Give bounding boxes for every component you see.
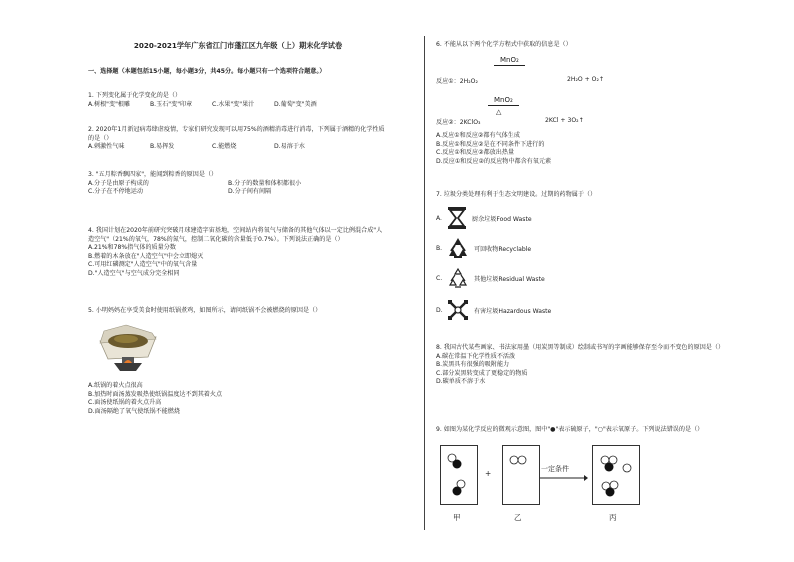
options (88, 143, 388, 152)
option-a[interactable]: A.21%和78%指气体的质量分数 (88, 244, 176, 252)
box-yi (502, 445, 540, 505)
option-c[interactable] (436, 266, 545, 290)
option-d[interactable]: D.分子间有间隔 (228, 188, 272, 196)
option-b[interactable]: B.玉石"变"印章 (150, 100, 193, 108)
option-label: 厨余垃圾Food Waste (472, 215, 532, 223)
option-letter: B. (436, 244, 443, 252)
question-7 (436, 191, 766, 200)
option-c[interactable]: C.反应①和反应②都放出热量 (436, 149, 515, 157)
reaction-condition: 一定条件 (541, 465, 569, 473)
molecule-diagram-bing (593, 446, 639, 504)
option-a[interactable]: A.纸锅的着火点很高 (88, 382, 143, 389)
reactant: 反应②：2KClO₃ (436, 119, 481, 126)
option-d[interactable]: D."人造空气"与空气成分完全相同 (88, 269, 180, 277)
molecule-diagram-jia (441, 446, 477, 504)
label-bing: 丙 (609, 513, 617, 522)
arrow-icon (540, 474, 588, 482)
option-d[interactable]: D.反应①和反应②的反应物中都含有氧元素 (436, 157, 552, 165)
question-5 (88, 307, 388, 316)
option-letter: D. (436, 306, 443, 314)
box-jia (440, 445, 478, 505)
option-c[interactable]: C.水果"变"果汁 (212, 100, 255, 108)
paper-pot-image (96, 323, 160, 373)
option-letter: C. (436, 274, 443, 282)
reaction-2 (436, 117, 480, 126)
column-divider (424, 36, 425, 530)
question-stem: 3. "五月粽香飘四家"，能闻到粽香的原因是（） (88, 171, 218, 178)
label-yi: 乙 (514, 513, 522, 522)
option-d[interactable]: D.葡萄"变"美酒 (274, 100, 317, 108)
options (88, 244, 388, 278)
reactant: 反应①：2H₂O₂ (436, 78, 478, 85)
question-6 (436, 41, 766, 50)
option-label: 有害垃圾Hazardous Waste (474, 307, 552, 315)
box-bing (592, 445, 640, 505)
molecule-diagram-yi (503, 446, 539, 504)
question-stem: 8. 我国古代某些画家、书法家用墨（用炭黑等制成）绘制或书写的字画能够保存至今而不变色的原因是（） (436, 344, 725, 351)
option-a[interactable]: A.刺激性气味 (88, 143, 125, 151)
option-label: 其他垃圾Residual Waste (474, 275, 545, 283)
question-9 (436, 426, 766, 435)
reaction-1-products: 2H₂O + O₂↑ (567, 76, 605, 83)
catalyst-label-1: MnO₂ (494, 56, 525, 66)
option-b[interactable]: B.易挥发 (150, 143, 175, 151)
question-8 (436, 344, 766, 387)
option-b[interactable]: B.燃着的木条放在"人造空气"中会立即熄灭 (88, 252, 204, 260)
question-5-options (88, 382, 388, 416)
option-b[interactable]: B.加热时面汤蒸发吸热使纸锅温度达不到其着火点 (88, 390, 223, 398)
question-stem: 5. 小明妈妈在享受美食时使用纸锅煮鸡，如图所示，请问纸锅不会被燃烧的原因是（） (88, 307, 322, 314)
options (88, 101, 388, 110)
question-stem: 2. 2020年1月新冠病毒肆虐疫情，专家们研究发现可以用75%的酒精消毒进行消毒，下列属于酒精的化学性质的是（） (88, 126, 385, 142)
option-a[interactable] (436, 206, 532, 230)
reaction-1 (436, 76, 478, 85)
option-b[interactable]: B.反应①和反应②是在不同条件下进行的 (436, 140, 545, 148)
option-b[interactable]: B.分子的数量和体积都很小 (228, 179, 302, 187)
option-b[interactable]: B.炭黑具有很强的吸附能力 (436, 361, 510, 369)
option-letter: A. (436, 214, 442, 222)
option-c[interactable]: C.能燃烧 (212, 143, 237, 151)
options (88, 180, 388, 197)
question-4 (88, 227, 388, 279)
option-c[interactable]: C.可用红磷测定"人造空气"中的氧气含量 (88, 261, 198, 269)
option-a[interactable]: A.反应①和反应②都有气体生成 (436, 132, 520, 139)
heat-symbol: △ (496, 108, 502, 116)
question-3 (88, 171, 388, 197)
option-a[interactable]: A.树根"变"根雕 (88, 100, 131, 108)
option-b[interactable] (436, 236, 531, 260)
exam-title: 2020-2021学年广东省江门市蓬江区九年级（上）期末化学试卷 (133, 41, 343, 50)
option-c[interactable]: C.面汤使纸锅的着火点升高 (88, 399, 162, 407)
catalyst-label-2: MnO₂ (488, 96, 519, 106)
option-d[interactable]: D.碳单质不溶于水 (436, 378, 486, 386)
question-1 (88, 92, 388, 109)
reaction-2-products: 2KCl + 3O₂↑ (545, 117, 584, 124)
question-stem: 1. 下列变化属于化学变化的是（） (88, 92, 182, 99)
option-c[interactable]: C.部分炭黑转变成了更稳定的物质 (436, 369, 528, 377)
question-stem: 9. 如图为某化学反应的微观示意图，图中"●"表示硫原子，"○"表示氧原子。下列说法错误的是（） (436, 426, 704, 433)
hazard-cross-icon (446, 298, 470, 322)
option-c[interactable]: C.分子在不停地运动 (88, 188, 143, 196)
recycle-icon (446, 236, 470, 260)
option-d[interactable] (436, 298, 551, 322)
option-d[interactable]: D.易溶于水 (274, 143, 306, 151)
option-a[interactable]: A.分子是由原子构成的 (88, 179, 149, 187)
option-a[interactable]: A.碳在常温下化学性质不活泼 (436, 352, 516, 360)
label-jia: 甲 (453, 513, 461, 522)
recycle-outline-icon (446, 266, 470, 290)
question-2 (88, 126, 388, 152)
hourglass-icon (446, 206, 468, 230)
option-label: 可回收物Recyclable (474, 245, 532, 253)
question-stem: 4. 我国计划在2020年前研究突破月球建造字宙基地，空间站内将氧气与储备的其他气体以一定比例混合成"人造空气"（21%的氧气，78%的氮气，控制二氧化碳的含量低于0.7%）。下列说法正确的是（） (88, 227, 383, 243)
option-d[interactable]: D.面汤隔绝了氧气使纸锅不能燃烧 (88, 407, 180, 415)
question-6-options (436, 132, 766, 166)
plus-sign: + (485, 469, 492, 478)
section-heading: 一、选择题（本题包括15小题，每小题3分，共45分。每小题只有一个选项符合题意。） (88, 68, 326, 75)
question-stem: 7. 垃圾分类处理有利于生态文明建设。过期的药物属于（） (436, 191, 597, 198)
question-stem: 6. 不能从以下两个化学方程式中获取的信息是（） (436, 41, 572, 48)
